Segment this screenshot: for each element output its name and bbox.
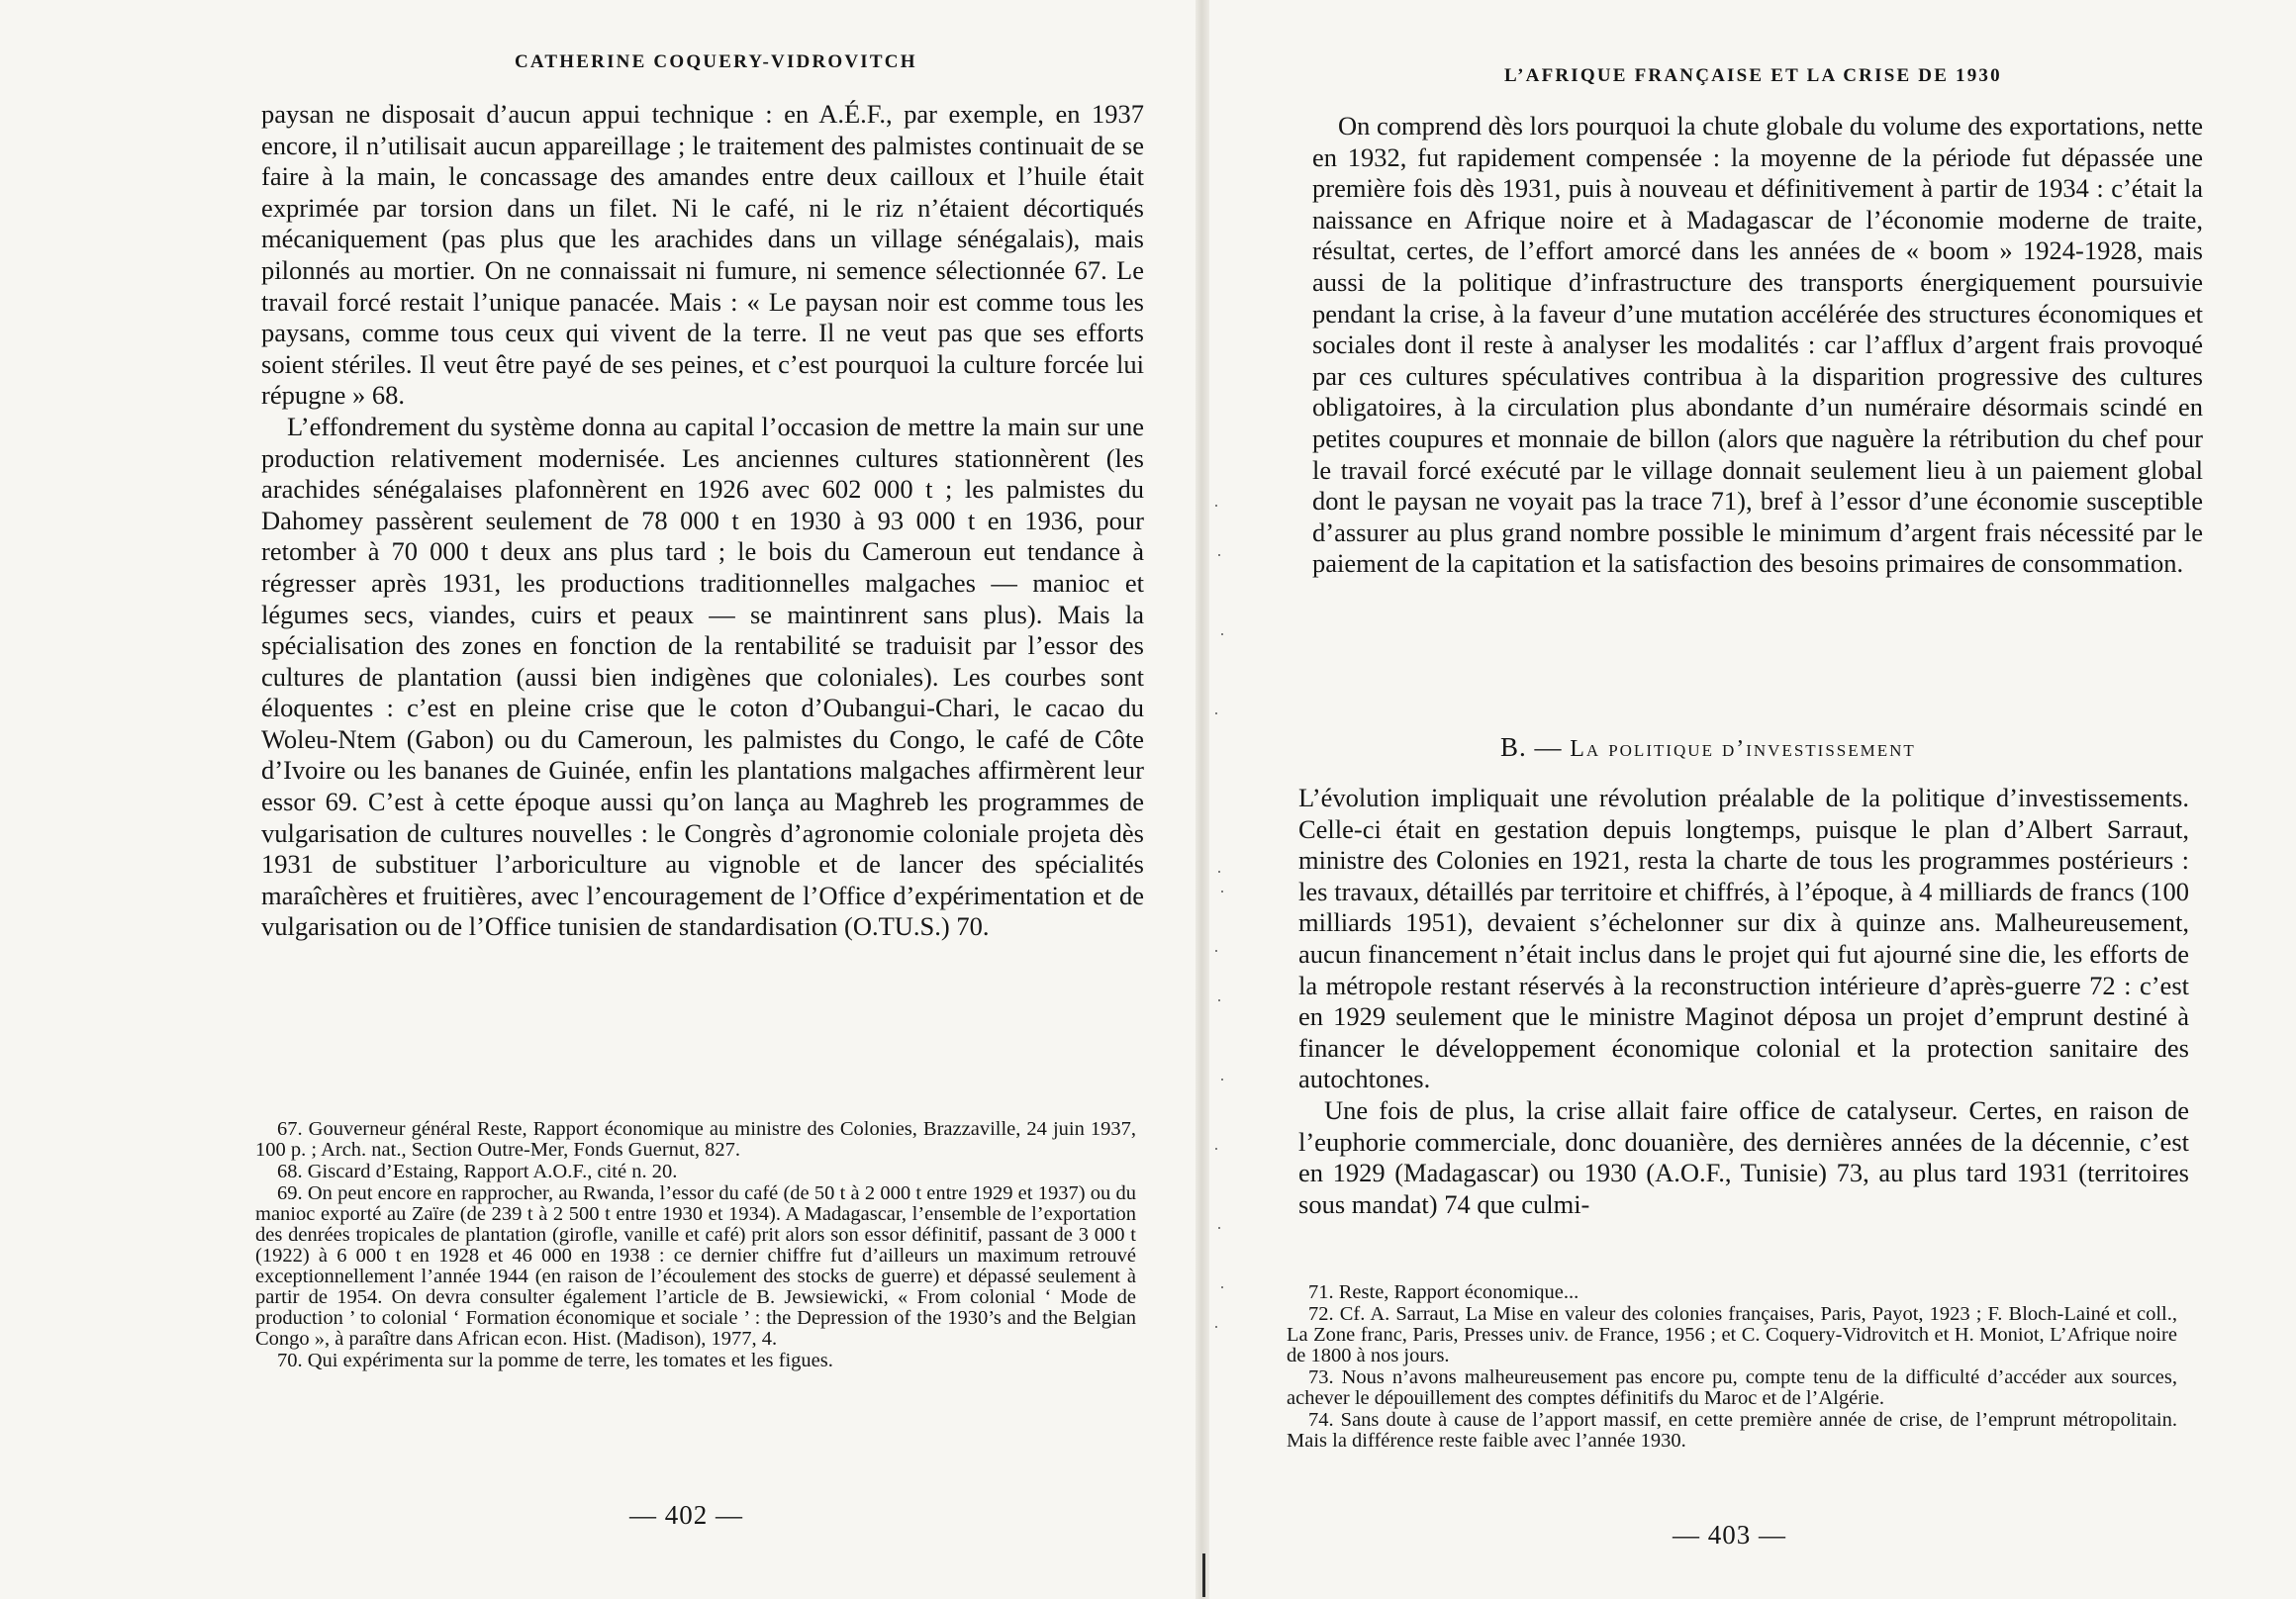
right-paragraph-3: Une fois de plus, la crise allait faire office de catalyseur. Certes, en raison de l’euphorie commerciale, donc douanière, des dernières années de la décennie, c’est en 1929 (Madagascar) ou 1930 (A.O.F., Tunisie) 73, au plus tard 1931 (territoires sous mandat) 74 que culmi- xyxy=(1298,1094,2189,1219)
scan-speck xyxy=(1218,554,1220,556)
footnote-67: 67. Gouverneur général Reste, Rapport économique au ministre des Colonies, Brazzaville, 24 juin 1937, 100 p. ; Arch. nat., Section Outre-Mer, Fonds Guernut, 827. xyxy=(255,1118,1136,1161)
scan-speck xyxy=(1215,950,1217,952)
footnote-73: 73. Nous n’avons malheureusement pas encore pu, compte tenu de la difficulté d’accéder aux sources, achever le dépouillement des comptes définitifs du Maroc et de l’Algérie. xyxy=(1287,1366,2177,1409)
left-paragraph-2: L’effondrement du système donna au capital l’occasion de mettre la main sur une production relativement modernisée. Les anciennes cultures stationnèrent (les arachides sénégalaises plafonnèrent en 1926 avec 602 000 t ; les palmistes du Dahomey passèrent seulement de 78 000 t en 1930 à 93 000 t en 1936, pour retomber à 70 000 t deux ans plus tard ; le bois du Cameroun eut tendance à régresser après 1931, les productions traditionnelles malgaches — manioc et légumes secs, viandes, cuirs et peaux — se maintinrent sans plus). Mais la spécialisation des zones en fonction de la rentabilité se traduisit par l’essor des cultures de plantation (aussi bien indigènes que coloniales). Les courbes sont éloquentes : c’est en pleine crise que le coton d’Oubangui-Chari, le cacao du Woleu-Ntem (Gabon) ou du Cameroun, les palmistes du Congo, le café de Côte d’Ivoire ou les bananes de Guinée, enfin les plantations malgaches affirmèrent leur essor 69. C’est à cette époque aussi qu’on lança au Maghreb les programmes de vulgarisation de cultures nouvelles : le Congrès d’agronomie coloniale projeta dès 1931 de substituer l’arboriculture au vignoble et de lancer des spécialités maraîchères et fruitières, avec l’encouragement de l’Office d’expérimentation et de vulgarisation ou de l’Office tunisien de standardisation (O.TU.S.) 70. xyxy=(261,411,1144,942)
scan-speck xyxy=(1221,891,1223,893)
footnote-69: 69. On peut encore en rapprocher, au Rwanda, l’essor du café (de 50 t à 2 000 t entre 1929 et 1937) ou du manioc exporté au Zaïre (de 239 t à 2 500 t entre 1930 et 1934). A Madagascar, l’ensemble de l’exportation des denrées tropicales de plantation (girofle, vanille et café) prit alors son essor définitif, passant de 3 000 t (1922) à 6 000 t en 1928 et 46 000 en 1938 : ce dernier chiffre fut d’ailleurs un maximum retrouvé exceptionnellement l’année 1944 (en raison de l’écoulement des stocks de guerre) et dépassé seulement à partir de 1954. On devra consulter également l’article de B. Jewsiewicki, « From colonial ‘ Mode de production ’ to colonial ‘ Formation économique et sociale ’ : the Depression of the 1930’s and the Belgian Congo », à paraître dans African econ. Hist. (Madison), 1977, 4. xyxy=(255,1182,1136,1350)
scan-speck xyxy=(1218,1227,1220,1229)
page-number-left: — 402 — xyxy=(629,1500,743,1530)
right-body-text-bottom xyxy=(1298,783,2189,1220)
page-number-right: — 403 — xyxy=(1673,1520,1786,1550)
section-heading-title: La politique d’investissement xyxy=(1570,736,1916,762)
scan-speck xyxy=(1215,505,1217,507)
footnote-74: 74. Sans doute à cause de l’apport massif, en cette première année de crise, de l’emprunt métropolitain. Mais la différence reste faible avec l’année 1930. xyxy=(1287,1409,2177,1452)
right-footnotes xyxy=(1287,1282,2177,1453)
right-paragraph-1: On comprend dès lors pourquoi la chute globale du volume des exportations, nette en 1932, fut rapidement compensée : la moyenne de la période fut dépassée une première fois dès 1931, puis à nouveau et définitivement à partir de 1934 : c’était la naissance en Afrique noire et à Madagascar de l’économie moderne de traite, résultat, certes, de l’effort amorcé dans les années de « boom » 1924-1928, mais aussi de la politique d’infrastructure des transports énergiquement poursuivie pendant la crise, à la faveur d’une mutation accélérée des structures économiques et sociales dont il reste à analyser les modalités : car l’afflux d’argent frais provoqué par ces cultures spéculatives contribua à la disparition progressive des cultures obligatoires, à la circulation plus abondante d’un numéraire désormais scindé en petites coupures et monnaie de billon (alors que naguère la rétribution du chef pour le travail forcé exécuté par le village donnait seulement lieu à un paiement global dont le paysan ne voyait pas la trace 71), bref à l’essor d’une économie susceptible d’assurer au plus grand nombre possible le minimum d’argent frais nécessité par le paiement de la capitation et la satisfaction des besoins primaires de consommation. xyxy=(1312,111,2203,579)
footnote-72: 72. Cf. A. Sarraut, La Mise en valeur des colonies françaises, Paris, Payot, 1923 ; F. Bloch-Lainé et coll., La Zone franc, Paris, Presses univ. de France, 1956 ; et C. Coquery-Vidrovitch et H. Moniot, L’Afrique noire de 1800 à nos jours. xyxy=(1287,1303,2177,1366)
running-head-right: L’AFRIQUE FRANÇAISE ET LA CRISE DE 1930 xyxy=(1504,65,2002,86)
left-paragraph-1: paysan ne disposait d’aucun appui technique : en A.É.F., par exemple, en 1937 encore, il n’utilisait aucun appareillage ; le traitement des palmistes continuait de se faire à la main, le concassage des amandes entre deux cailloux et l’huile était exprimée par torsion dans un filet. Ni le café, ni le riz n’étaient décortiqués mécaniquement (pas plus que les arachides dans un village sénégalais), mais pilonnés au mortier. On ne connaissait ni fumure, ni semence sélectionnée 67. Le travail forcé restait l’unique panacée. Mais : « Le paysan noir est comme tous les paysans, comme tous ceux qui vivent de la terre. Il ne veut pas que ses efforts soient stériles. Il veut être payé de ses peines, et c’est pourquoi la culture forcée lui répugne » 68. xyxy=(261,99,1144,411)
right-body-text-top xyxy=(1312,111,2203,580)
scan-speck xyxy=(1215,1148,1217,1150)
footnote-70: 70. Qui expérimenta sur la pomme de terre, les tomates et les figues. xyxy=(277,1350,833,1371)
scan-speck xyxy=(1221,1286,1223,1288)
scan-speck xyxy=(1218,871,1220,873)
footnote-71: 71. Reste, Rapport économique... xyxy=(1308,1281,1579,1303)
footnote-68: 68. Giscard d’Estaing, Rapport A.O.F., cité n. 20. xyxy=(277,1161,678,1182)
section-heading xyxy=(1500,732,1916,763)
left-body-text xyxy=(261,99,1144,943)
scan-speck xyxy=(1221,1079,1223,1081)
section-heading-prefix: B. — xyxy=(1500,732,1571,762)
scan-speck xyxy=(1218,999,1220,1001)
left-footnotes xyxy=(255,1119,1136,1372)
right-paragraph-2: L’évolution impliquait une révolution préalable de la politique d’investissements. Celle-ci était en gestation depuis longtemps, puisque le plan d’Albert Sarraut, ministre des Colonies en 1921, resta la charte de tous les programmes postérieurs : les travaux, détaillés par territoire et chiffrés, à l’époque, à 4 milliards de francs (100 milliards 1951), devaient s’échelonner sur dix à quinze ans. Malheureusement, aucun financement n’était inclus dans le projet qui fut ajourné sine die, les efforts de la métropole restant réservés à la reconstruction intérieure d’après-guerre 72 : c’est en 1929 seulement que le ministre Maginot déposa un projet d’emprunt destiné à financer le développement économique colonial et la protection sanitaire des autochtones. xyxy=(1298,783,2189,1094)
running-head-left: CATHERINE COQUERY-VIDROVITCH xyxy=(515,51,917,72)
scan-speck xyxy=(1221,633,1223,635)
scan-speck xyxy=(1215,1326,1217,1328)
scan-speck xyxy=(1215,712,1217,714)
